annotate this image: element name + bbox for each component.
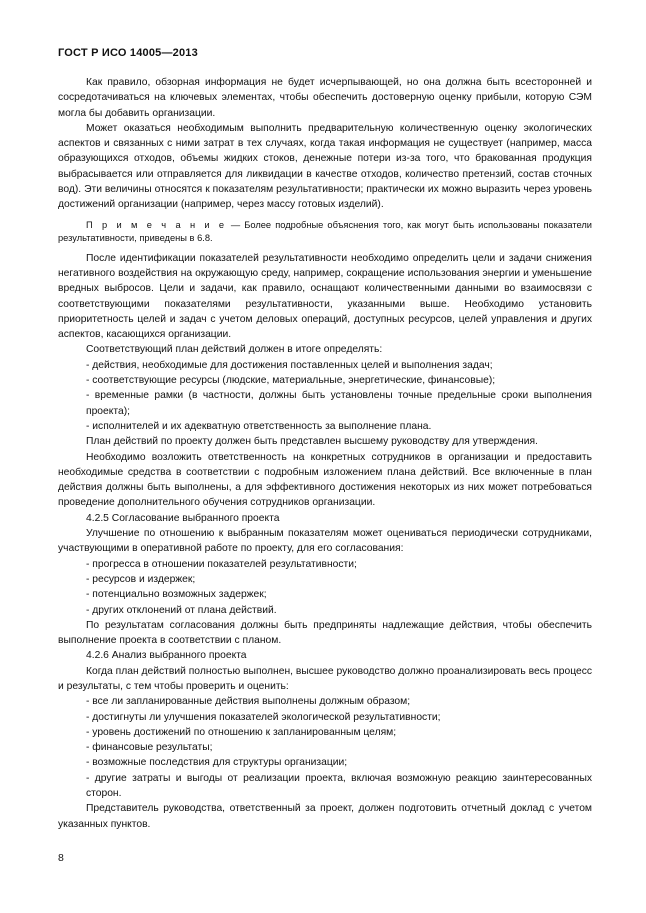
list-item: - все ли запланированные действия выполнены должным образом; [86, 696, 411, 708]
list-item: - прогресса в отношении показателей результативности; [86, 558, 357, 570]
list-item: - достигнуты ли улучшения показателей экологической результативности; [86, 711, 441, 723]
document-header: ГОСТ Р ИСО 14005—2013 [58, 47, 198, 59]
paragraph: Как правило, обзорная информация не будет исчерпывающей, но она должна быть всесторонней и сосредотачиваться на ключевых элементах, чтобы обеспечить достоверную оценку прибыли, которую СЭМ могла бы добавить организации. [58, 77, 592, 119]
paragraph: Может оказаться необходимым выполнить предварительную количественную оценку экологических аспектов и связанных с ними затрат в тех случаях, когда такая информация не существует (например, масса образующихся отходов, объемы жидких стоков, денежные потери из-за того, что бракованная продукция выбрасывается или отправляется для ликвидации в качестве отходов, количество претензий, состав сточных вод). Эти величины относятся к показателям результативности; практически их можно выразить через уровень достижений организации (например, через массу готовых изделий). [58, 122, 592, 211]
section-heading: 4.2.5 Согласование выбранного проекта [86, 512, 280, 524]
list-item: - потенциально возможных задержек; [86, 589, 267, 601]
paragraph: Представитель руководства, ответственный за проект, должен подготовить отчетный доклад с учетом указанных пунктов. [58, 803, 592, 830]
list-item: - действия, необходимые для достижения поставленных целей и выполнения задач; [86, 359, 493, 371]
note-text: — Более подробные объяснения того, как могут быть использованы показатели результативности, приведены в 6.8. [58, 219, 592, 243]
list-item: - временные рамки (в частности, должны быть установлены точные предельные сроки выполнения проекта); [86, 390, 592, 417]
list-item: - ресурсов и издержек; [86, 573, 196, 585]
paragraph: После идентификации показателей результативности необходимо определить цели и задачи снижения негативного воздействия на окружающую среду, например, сокращение использования энергии и уменьшение вредных выбросов. Цели и задачи, как правило, оснащают количественными данными во взаимосвязи с соответствующими показателями результативности, указанными выше. Необходимо установить приоритетность целей и задач с учетом деловых операций, доступных ресурсов, целей управления и других аспектов, касающихся организации. [58, 252, 592, 341]
paragraph: Соответствующий план действий должен в итоге определять: [86, 344, 383, 356]
paragraph: Необходимо возложить ответственность на конкретных сотрудников в организации и предоставить необходимые средства в соответствии с подробным изложением плана действий. Все включенные в план действия должны быть выполнены, а для эффективного достижения некоторых из них может потребоваться проведение дополнительного обучения сотрудников организации. [58, 451, 592, 509]
list-item: - других отклонений от плана действий. [86, 604, 277, 616]
list-item: - возможные последствия для структуры организации; [86, 757, 348, 769]
paragraph: По результатам согласования должны быть предприняты надлежащие действия, чтобы обеспечить выполнение проекта в соответствии с планом. [58, 619, 592, 647]
list-item: - соответствующие ресурсы (людские, материальные, энергетические, финансовые); [86, 375, 496, 387]
paragraph: План действий по проекту должен быть представлен высшему руководству для утверждения. [86, 436, 538, 448]
list-item: - другие затраты и выгоды от реализации проекта, включая возможную реакцию заинтересованных сторон. [86, 772, 592, 800]
list-item: - уровень достижений по отношению к запланированным целям; [86, 726, 397, 738]
list-item: - финансовые результаты; [86, 742, 213, 754]
list-item: - исполнителей и их адекватную ответственность за выполнение плана. [86, 420, 432, 432]
page-number: 8 [58, 852, 64, 864]
paragraph: Улучшение по отношению к выбранным показателям может оцениваться периодически сотрудниками, участвующими в оперативной работе по проекту, для его согласования: [58, 528, 592, 555]
section-heading: 4.2.6 Анализ выбранного проекта [86, 650, 247, 662]
note-label: П р и м е ч а н и е [86, 219, 227, 230]
paragraph: Когда план действий полностью выполнен, высшее руководство должно проанализировать весь процесс и результаты, с тем чтобы проверить и оценить: [58, 665, 592, 692]
note [58, 219, 592, 245]
page-body [58, 75, 592, 832]
